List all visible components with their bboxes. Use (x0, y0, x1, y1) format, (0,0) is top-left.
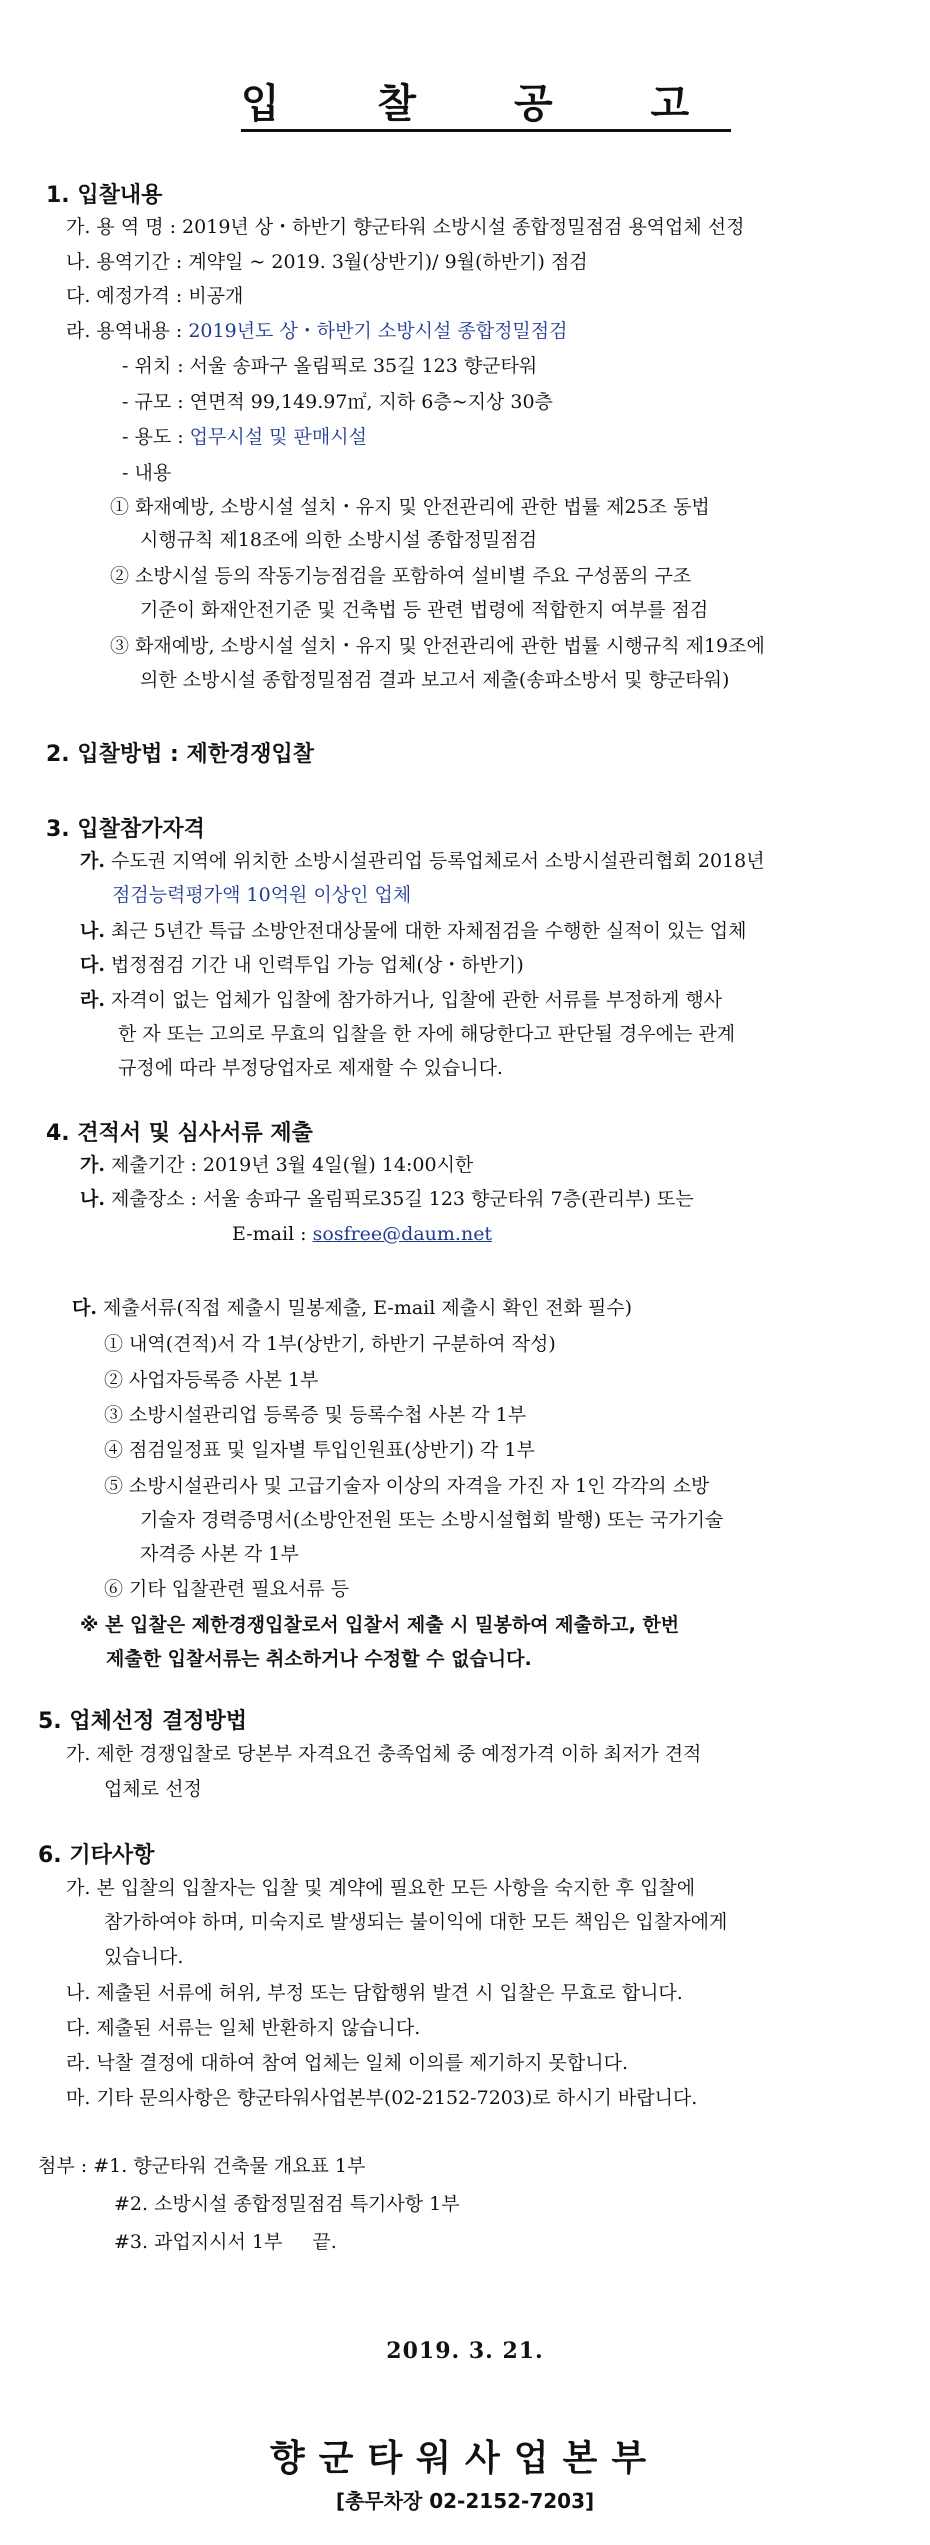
s1-item-d: 라. 용역내용 : 2019년도 상・하반기 소방시설 종합정밀점검 (66, 320, 568, 342)
s4-note-2: 제출한 입찰서류는 취소하거나 수정할 수 없습니다. (106, 1648, 532, 1670)
end-mark: 끝. (312, 2231, 337, 2253)
s6-item-c: 다. 제출된 서류는 일체 반환하지 않습니다. (66, 2017, 421, 2039)
s1-content-1b: 시행규칙 제18조에 의한 소방시설 종합정밀점검 (140, 529, 538, 551)
s6-item-a: 가. 본 입찰의 입찰자는 입찰 및 계약에 필요한 모든 사항을 숙지한 후 입찰에 (66, 1877, 696, 1899)
notice-date: 2019. 3. 21. (386, 2338, 544, 2364)
service-content-value: 2019년도 상・하반기 소방시설 종합정밀점검 (188, 320, 568, 342)
s1-item-a: 가. 용 역 명 : 2019년 상・하반기 향군타워 소방시설 종합정밀점검 용역업체 선정 (66, 216, 745, 238)
section-4-heading: 4. 견적서 및 심사서류 제출 (46, 1121, 313, 1146)
s4-doc-5b: 기술자 경력증명서(소방안전원 또는 소방시설협회 발행) 또는 국가기술 (140, 1509, 724, 1531)
s4-doc-6: ⑥ 기타 입찰관련 필요서류 등 (104, 1578, 350, 1600)
s4-doc-3: ③ 소방시설관리업 등록증 및 등록수첩 사본 각 1부 (104, 1404, 527, 1426)
s3-item-d-cont1: 한 자 또는 고의로 무효의 입찰을 한 자에 해당한다고 판단될 경우에는 관계 (118, 1023, 736, 1045)
s4-item-c: 다. 제출서류(직접 제출시 밀봉제출, E-mail 제출시 확인 전화 필수) (72, 1297, 633, 1319)
section-5-heading: 5. 업체선정 결정방법 (38, 1709, 247, 1734)
s4-item-b: 나. 제출장소 : 서울 송파구 올림픽로35길 123 향군타워 7층(관리부) 또는 (80, 1188, 694, 1210)
s1-scale: - 규모 : 연면적 99,149.97㎡, 지하 6층~지상 30층 (122, 391, 553, 413)
s4-doc-2: ② 사업자등록증 사본 1부 (104, 1369, 319, 1391)
s4-doc-4: ④ 점검일정표 및 일자별 투입인원표(상반기) 각 1부 (104, 1439, 535, 1461)
s1-content-2a: ② 소방시설 등의 작동기능점검을 포함하여 설비별 주요 구성품의 구조 (110, 565, 692, 587)
issuer-contact: [총무차장 02-2152-7203] (335, 2489, 595, 2513)
s1-item-b: 나. 용역기간 : 계약일 ~ 2019. 3월(상반기)/ 9월(하반기) 점검 (66, 251, 588, 273)
s4-note-1: ※ 본 입찰은 제한경쟁입찰로서 입찰서 제출 시 밀봉하여 제출하고, 한번 (80, 1614, 680, 1636)
s3-item-c: 다. 법정점검 기간 내 인력투입 가능 업체(상・하반기) (80, 954, 524, 976)
s3-item-b: 나. 최근 5년간 특급 소방안전대상물에 대한 자체점검을 수행한 실적이 있는 업체 (80, 920, 747, 942)
s4-doc-1: ① 내역(견적)서 각 1부(상반기, 하반기 구분하여 작성) (104, 1333, 556, 1355)
s4-doc-5c: 자격증 사본 각 1부 (140, 1543, 299, 1565)
s1-item-c: 다. 예정가격 : 비공개 (66, 285, 244, 307)
section-6-heading: 6. 기타사항 (38, 1843, 155, 1868)
attachment-2: #2. 소방시설 종합정밀점검 특기사항 1부 (114, 2193, 460, 2215)
s1-use: - 용도 : 업무시설 및 판매시설 (122, 426, 367, 448)
section-2-heading: 2. 입찰방법 : 제한경쟁입찰 (46, 742, 314, 767)
s1-location: - 위치 : 서울 송파구 올림픽로 35길 123 향군타워 (122, 355, 538, 377)
s6-item-d: 라. 낙찰 결정에 대하여 참여 업체는 일체 이의를 제기하지 못합니다. (66, 2052, 628, 2074)
s6-item-e: 마. 기타 문의사항은 향군타워사업본부(02-2152-7203)로 하시기 바랍니다. (66, 2087, 698, 2109)
section-3-heading: 3. 입찰참가자격 (46, 817, 205, 842)
use-value: 업무시설 및 판매시설 (189, 426, 367, 448)
section-1-heading: 1. 입찰내용 (46, 183, 163, 208)
s5-item-a-cont: 업체로 선정 (104, 1778, 202, 1800)
attachment-3: #3. 과업지시서 1부 끝. (114, 2231, 337, 2253)
s1-content-1a: ① 화재예방, 소방시설 설치・유지 및 안전관리에 관한 법률 제25조 동법 (110, 496, 710, 518)
s3-item-d-cont2: 규정에 따라 부정당업자로 제재할 수 있습니다. (118, 1057, 503, 1079)
s4-doc-5a: ⑤ 소방시설관리사 및 고급기술자 이상의 자격을 가진 자 1인 각각의 소방 (104, 1475, 710, 1497)
s3-item-d: 라. 자격이 없는 업체가 입찰에 참가하거나, 입찰에 관한 서류를 부정하게 행사 (80, 989, 723, 1011)
email-link[interactable]: sosfree@daum.net (312, 1223, 493, 1245)
s6-item-a-cont1: 참가하여야 하며, 미숙지로 발생되는 불이익에 대한 모든 책임은 입찰자에게 (104, 1911, 728, 1933)
s1-content-3b: 의한 소방시설 종합정밀점검 결과 보고서 제출(송파소방서 및 향군타워) (140, 669, 730, 691)
s5-item-a: 가. 제한 경쟁입찰로 당본부 자격요건 충족업체 중 예정가격 이하 최저가 견적 (66, 1743, 702, 1765)
s6-item-b: 나. 제출된 서류에 허위, 부정 또는 담합행위 발견 시 입찰은 무효로 합니다. (66, 1982, 683, 2004)
attachment-1: 첨부 : #1. 향군타워 건축물 개요표 1부 (38, 2155, 366, 2177)
s4-email-line: E-mail : sosfree@daum.net (232, 1223, 493, 1245)
page-title: 입 찰 공 고 (0, 72, 930, 129)
s1-content: - 내용 (122, 462, 172, 484)
s1-content-2b: 기준이 화재안전기준 및 건축법 등 관련 법령에 적합한지 여부를 점검 (140, 599, 709, 621)
s6-item-a-cont2: 있습니다. (104, 1946, 184, 1968)
issuer-name: 향군타워사업본부 (269, 2438, 661, 2479)
s3-item-a: 가. 수도권 지역에 위치한 소방시설관리업 등록업체로서 소방시설관리협회 2018년 (80, 850, 765, 872)
s1-content-3a: ③ 화재예방, 소방시설 설치・유지 및 안전관리에 관한 법률 시행규칙 제19조에 (110, 635, 765, 657)
s3-item-a-cont: 점검능력평가액 10억원 이상인 업체 (112, 884, 412, 906)
s4-item-a: 가. 제출기간 : 2019년 3월 4일(월) 14:00시한 (80, 1154, 474, 1176)
